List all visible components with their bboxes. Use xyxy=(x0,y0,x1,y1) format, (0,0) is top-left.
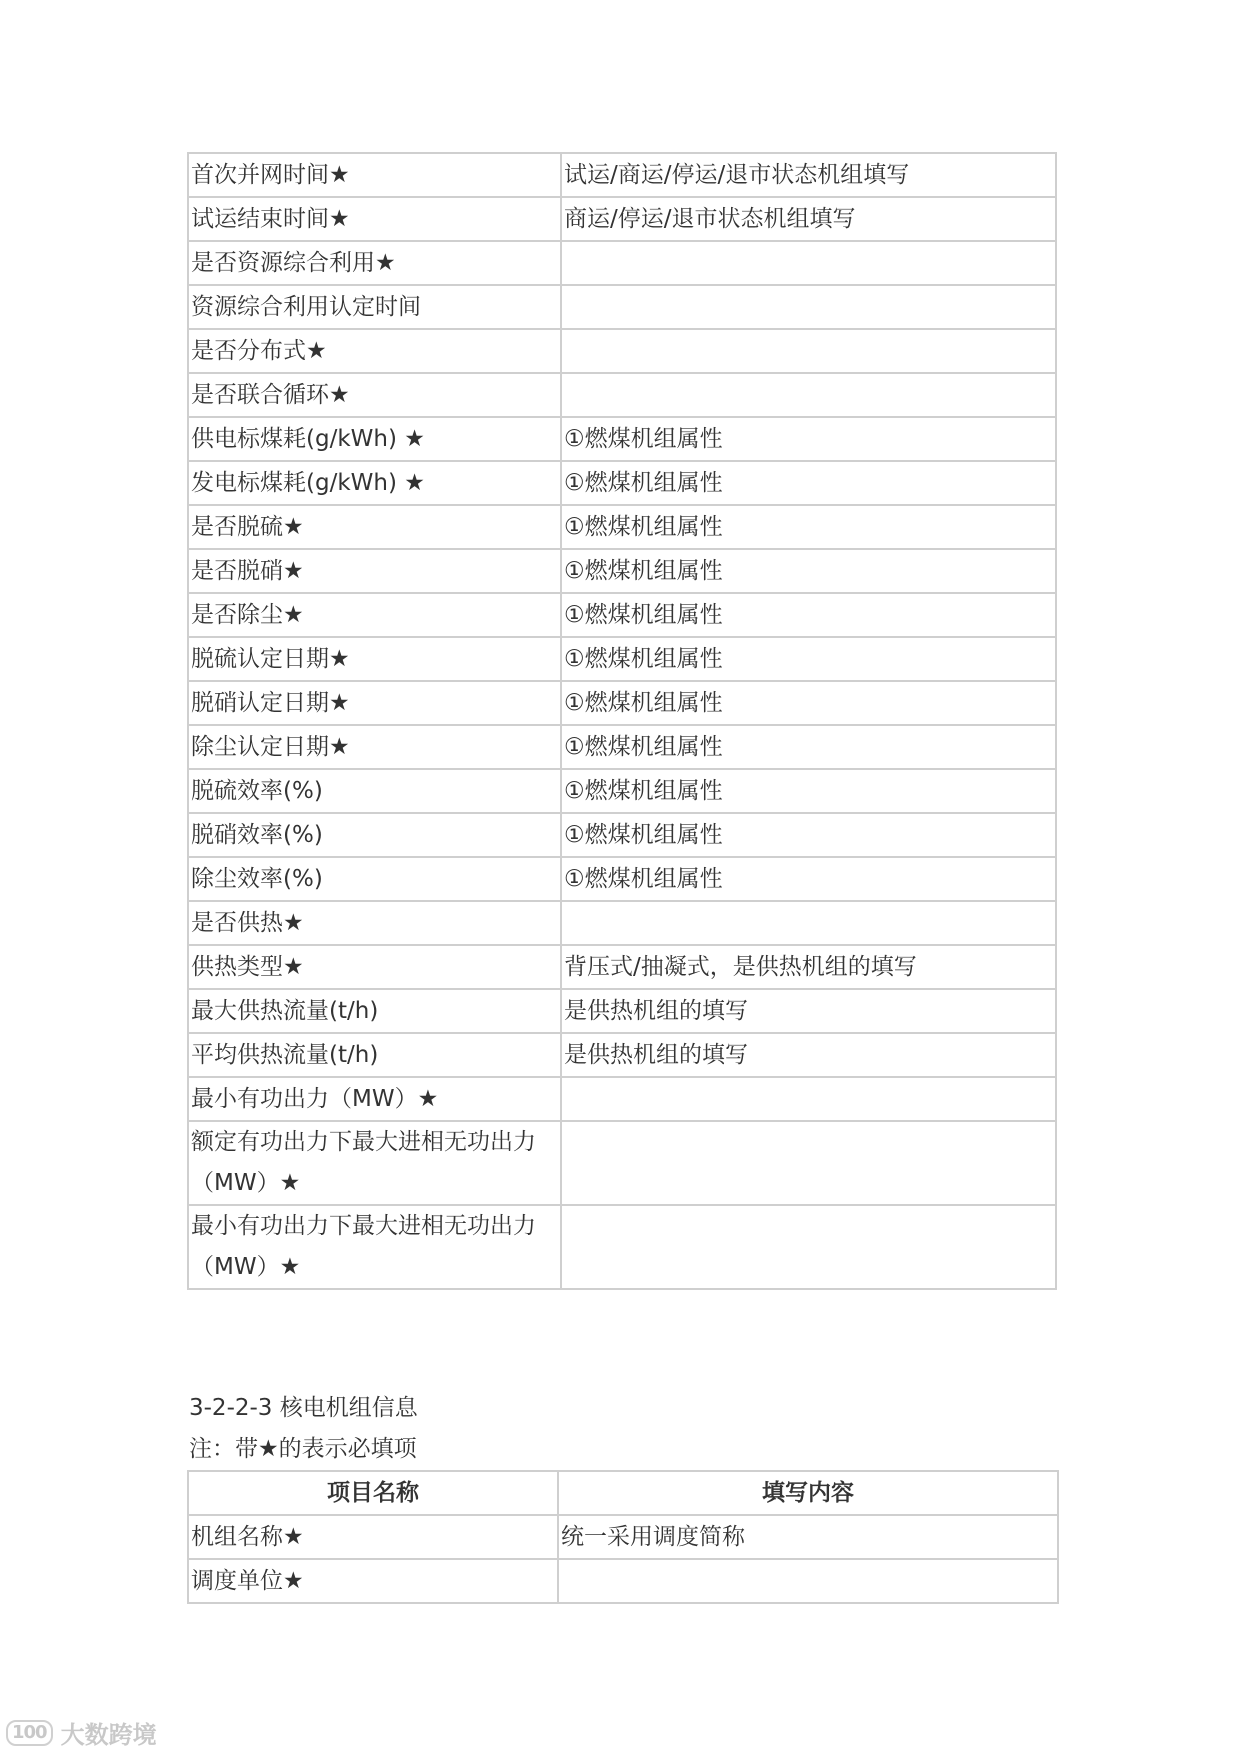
table-header-row xyxy=(188,1471,1058,1515)
item-content xyxy=(558,1559,1058,1603)
item-name: 最大供热流量(t/h) xyxy=(188,989,561,1033)
item-content xyxy=(561,1077,1056,1121)
watermark-logo: 100 xyxy=(6,1720,53,1746)
item-content: 统一采用调度简称 xyxy=(558,1515,1058,1559)
table-row xyxy=(188,241,1056,285)
item-content: 背压式/抽凝式，是供热机组的填写 xyxy=(561,945,1056,989)
item-content xyxy=(561,1205,1056,1289)
table-row xyxy=(188,1559,1058,1603)
table-row xyxy=(188,373,1056,417)
unit-attributes-table xyxy=(187,152,1057,1290)
column-header-content: 填写内容 xyxy=(558,1471,1058,1515)
item-content: ①燃煤机组属性 xyxy=(561,857,1056,901)
table-row xyxy=(188,681,1056,725)
item-name: 脱硝效率(%) xyxy=(188,813,561,857)
item-name: 调度单位★ xyxy=(188,1559,558,1603)
table-row xyxy=(188,769,1056,813)
table-row xyxy=(188,549,1056,593)
item-name: 是否资源综合利用★ xyxy=(188,241,561,285)
table-row xyxy=(188,1077,1056,1121)
table-row xyxy=(188,857,1056,901)
table-row xyxy=(188,637,1056,681)
item-name: 最小有功出力（MW）★ xyxy=(188,1077,561,1121)
item-content: 是供热机组的填写 xyxy=(561,989,1056,1033)
item-name: 发电标煤耗(g/kWh) ★ xyxy=(188,461,561,505)
item-name: 是否脱硝★ xyxy=(188,549,561,593)
item-content: ①燃煤机组属性 xyxy=(561,637,1056,681)
nuclear-unit-table xyxy=(187,1470,1059,1604)
watermark xyxy=(6,1715,157,1750)
item-name: 脱硝认定日期★ xyxy=(188,681,561,725)
table-row xyxy=(188,1033,1056,1077)
table-row xyxy=(188,593,1056,637)
item-name: 试运结束时间★ xyxy=(188,197,561,241)
item-content: 商运/停运/退市状态机组填写 xyxy=(561,197,1056,241)
item-name: 脱硫认定日期★ xyxy=(188,637,561,681)
item-name: 最小有功出力下最大进相无功出力（MW）★ xyxy=(188,1205,561,1289)
item-content: ①燃煤机组属性 xyxy=(561,681,1056,725)
table-row xyxy=(188,329,1056,373)
item-content xyxy=(561,373,1056,417)
item-content: ①燃煤机组属性 xyxy=(561,549,1056,593)
item-name: 供热类型★ xyxy=(188,945,561,989)
item-content: ①燃煤机组属性 xyxy=(561,769,1056,813)
item-content xyxy=(561,241,1056,285)
table-row xyxy=(188,989,1056,1033)
table-row xyxy=(188,725,1056,769)
table-row xyxy=(188,461,1056,505)
item-name: 机组名称★ xyxy=(188,1515,558,1559)
item-name: 除尘认定日期★ xyxy=(188,725,561,769)
item-name: 是否供热★ xyxy=(188,901,561,945)
item-content: 试运/商运/停运/退市状态机组填写 xyxy=(561,153,1056,197)
table-row xyxy=(188,1121,1056,1205)
item-name: 资源综合利用认定时间 xyxy=(188,285,561,329)
table-row xyxy=(188,901,1056,945)
table-row xyxy=(188,197,1056,241)
item-content xyxy=(561,329,1056,373)
item-name: 平均供热流量(t/h) xyxy=(188,1033,561,1077)
item-name: 是否分布式★ xyxy=(188,329,561,373)
item-content xyxy=(561,285,1056,329)
table-row xyxy=(188,813,1056,857)
item-name: 是否脱硫★ xyxy=(188,505,561,549)
item-content: ①燃煤机组属性 xyxy=(561,505,1056,549)
item-name: 额定有功出力下最大进相无功出力（MW）★ xyxy=(188,1121,561,1205)
item-name: 首次并网时间★ xyxy=(188,153,561,197)
item-content: ①燃煤机组属性 xyxy=(561,813,1056,857)
column-header-name: 项目名称 xyxy=(188,1471,558,1515)
item-content: ①燃煤机组属性 xyxy=(561,461,1056,505)
table-row xyxy=(188,505,1056,549)
item-name: 供电标煤耗(g/kWh) ★ xyxy=(188,417,561,461)
item-name: 除尘效率(%) xyxy=(188,857,561,901)
table-row xyxy=(188,285,1056,329)
table-row xyxy=(188,153,1056,197)
item-content: ①燃煤机组属性 xyxy=(561,593,1056,637)
item-name: 是否除尘★ xyxy=(188,593,561,637)
watermark-text: 大数跨境 xyxy=(60,1721,157,1749)
section-title: 3-2-2-3 核电机组信息 xyxy=(189,1395,418,1421)
item-name: 脱硫效率(%) xyxy=(188,769,561,813)
table-row xyxy=(188,1515,1058,1559)
table-row xyxy=(188,945,1056,989)
item-content: 是供热机组的填写 xyxy=(561,1033,1056,1077)
required-note: 注：带★的表示必填项 xyxy=(189,1436,417,1462)
item-content: ①燃煤机组属性 xyxy=(561,417,1056,461)
table-row xyxy=(188,417,1056,461)
item-content xyxy=(561,901,1056,945)
item-content: ①燃煤机组属性 xyxy=(561,725,1056,769)
item-name: 是否联合循环★ xyxy=(188,373,561,417)
table-row xyxy=(188,1205,1056,1289)
item-content xyxy=(561,1121,1056,1205)
